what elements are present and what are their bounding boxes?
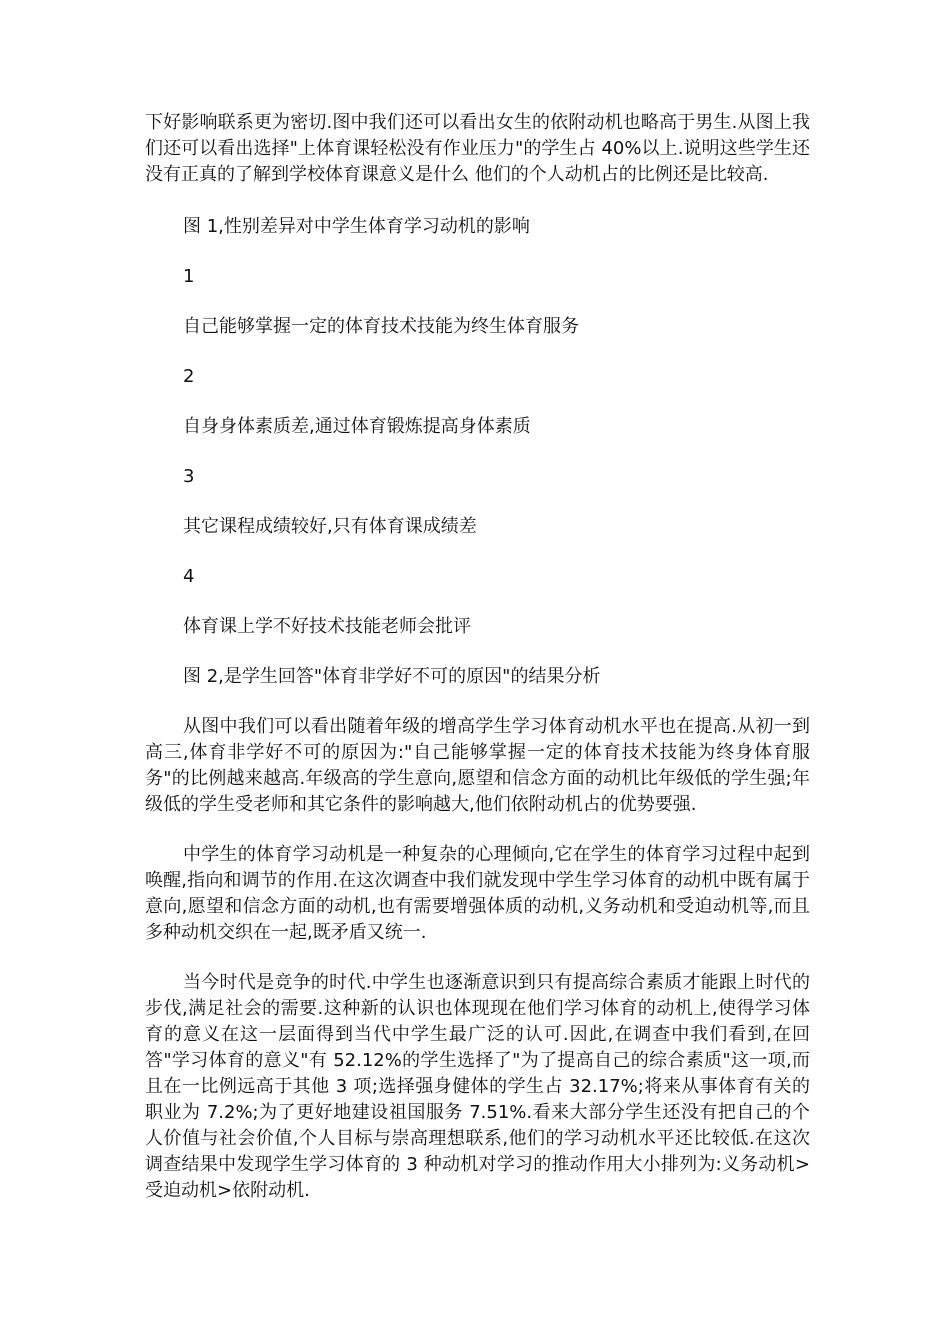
figure2-caption: 图 2,是学生回答"体育非学好不可的原因"的结果分析 (183, 666, 601, 687)
body-paragraph-3: 当今时代是竞争的时代.中学生也逐渐意识到只有提高综合素质才能跟上时代的步伐,满足社会的需要.这种新的认识也体现现在他们学习体育的动机上,使得学习体育的意义在这一层面得到当代中学生最广泛的认可.因此,在调查中我们看到,在回答"学习体育的意义"有 52.12%的学生选择了"为了提高自己的综合素质"这一项,而且在一比例远高于其他 3 项;选择强身健体的学生占 32.17%;将来从事体育有关的职业为 7.2%;为了更好地建设祖国服务 7.51%.看来大部分学生还没有把自己的个人价值与社会价值,个人目标与崇高理想联系,他们的学习动机水平还比较低.在这次调查结果中发现学生学习体育的 3 种动机对学习的推动作用大小排列为:义务动机>受迫动机>依附动机. (145, 972, 810, 1201)
list-item-text-1: 自己能够掌握一定的体育技术技能为终生体育服务 (183, 316, 579, 337)
list-item-number-3: 3 (183, 466, 195, 487)
intro-paragraph: 下好影响联系更为密切.图中我们还可以看出女生的依附动机也略高于男生.从图上我们还可以看出选择"上体育课轻松没有作业压力"的学生占 40%以上.说明这些学生还没有正真的了解到学校体育课意义是什么 他们的个人动机占的比例还是比较高. (145, 112, 810, 185)
list-item-text-3: 其它课程成绩较好,只有体育课成绩差 (183, 516, 477, 537)
list-item-text-4: 体育课上学不好技术技能老师会批评 (183, 616, 471, 637)
list-item-number-1: 1 (183, 266, 195, 287)
document-page (145, 110, 810, 1228)
list-item-number-2: 2 (183, 366, 195, 387)
list-item-text-2: 自身身体素质差,通过体育锻炼提高身体素质 (183, 416, 531, 437)
body-paragraph-2: 中学生的体育学习动机是一种复杂的心理倾向,它在学生的体育学习过程中起到唤醒,指向和调节的作用.在这次调查中我们就发现中学生学习体育的动机中既有属于意向,愿望和信念方面的动机,也有需要增强体质的动机,义务动机和受迫动机等,而且多种动机交织在一起,既矛盾又统一. (145, 844, 810, 943)
figure1-caption: 图 1,性别差异对中学生体育学习动机的影响 (183, 216, 530, 237)
body-paragraph-1: 从图中我们可以看出随着年级的增高学生学习体育动机水平也在提高.从初一到高三,体育非学好不可的原因为:"自己能够掌握一定的体育技术技能为终身体育服务"的比例越来越高.年级高的学生意向,愿望和信念方面的动机比年级低的学生强;年级低的学生受老师和其它条件的影响越大,他们依附动机占的优势要强. (145, 716, 810, 815)
list-item-number-4: 4 (183, 566, 195, 587)
